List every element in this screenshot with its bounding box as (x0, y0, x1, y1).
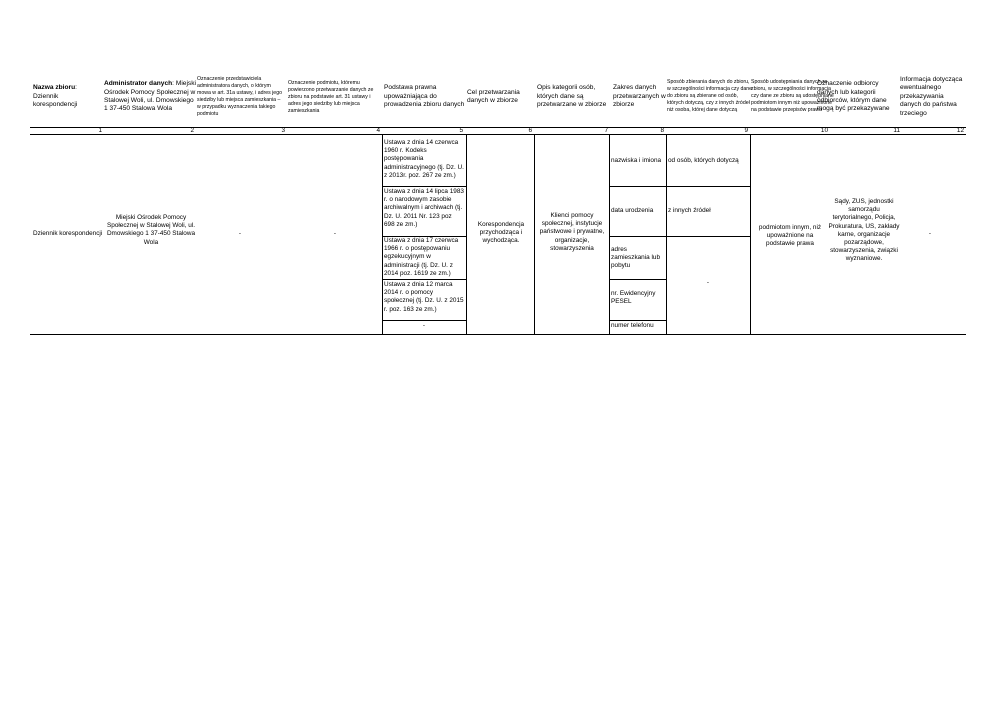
data-scope-item: numer telefonu (611, 322, 654, 329)
header-administrator (104, 72, 196, 122)
grid-line (609, 320, 666, 321)
data-scope-item: data urodzenia (611, 207, 654, 214)
third-country-cell: - (928, 230, 932, 237)
collection-item: od osób, których dotyczą (668, 157, 739, 164)
grid-line (666, 186, 750, 187)
header-name-of-set (33, 82, 103, 112)
administrator-cell: Miejski Ośrodek Pomocy Społecznej w Stalowej Woli, ul. Dmowskiego 1 37-450 Stalowa Wola (106, 214, 196, 246)
collection-item: z innych źródeł (668, 207, 711, 214)
column-number: 3 (281, 127, 285, 134)
grid-line (382, 134, 383, 334)
legal-basis-item: Ustawa z dnia 17 czerwca 1966 r. o postępowaniu egzekucyjnym w administracji (tj. Dz. U. z 2014 poz. 1619 ze zm.) (384, 237, 459, 277)
column-number: 10 (820, 127, 828, 134)
legal-basis-item: Ustawa z dnia 14 lipca 1983 r. o narodowym zasobie archiwalnym i archiwach (tj. Dz. U. 2011 Nr. 123 poz 698 ze zm.) (384, 188, 464, 228)
column-number: 1 (98, 127, 102, 134)
column-number: 7 (604, 127, 608, 134)
header-legal-basis: Podstawa prawna upoważniająca do prowadzenia zbioru danych (384, 84, 465, 109)
header-processor: Oznaczenie podmiotu, któremu powierzono przetwarzanie danych ze zbioru na podstawie art. 31 ustawy i adres jego siedziby lub miejsca zamieszkania (288, 79, 374, 114)
header-data-scope: Zakres danych przetwarzanych w zbiorze (613, 84, 666, 109)
grid-line (382, 320, 466, 321)
column-number: 12 (956, 127, 964, 134)
legal-basis-item: - (422, 322, 426, 329)
data-scope-item: adres zamieszkania lub pobytu (611, 246, 661, 270)
header-person-categories: Opis kategorii osób, których dane są przetwarzane w zbiorze (537, 84, 607, 109)
header-label-rest: : Dziennik korespondencji (33, 84, 78, 109)
processor-cell: - (333, 230, 337, 237)
header-purpose: Cel przetwarzania danych w zbiorze (467, 88, 520, 104)
person-categories-cell: Klienci pomocy społecznej, instytucje państwowe i prywatne, organizacje, stowarzyszenia (539, 212, 605, 252)
column-number: 4 (376, 127, 380, 134)
header-third-country: Informacja dotycząca ewentualnego przekazywania danych do państwa trzeciego (900, 75, 963, 117)
grid-line (382, 279, 466, 280)
grid-line (609, 134, 610, 334)
column-number: 6 (528, 127, 532, 134)
grid-line (666, 236, 750, 237)
header-label-bold: Administrator danych (104, 80, 173, 88)
set-name-cell: Dziennik korespondencji (33, 230, 103, 237)
grid-line (534, 134, 535, 334)
sharing-cell: podmiotom innym, niż upoważnione na podstawie prawa (758, 224, 822, 248)
grid-line (609, 279, 666, 280)
header-sharing-method: Sposób udostępniania danych ze zbioru, w szczególności informacja czy dane ze zbioru są udostępniane podmiotom innym niż upoważnione na podstawie przepisów prawa (751, 78, 834, 113)
recipients-cell: Sądy, ZUS, jednostki samorządu terytorialnego, Policja, Prokuratura, US, zakłady karne, organizacje pozarządowe, stowarzyszenia, związki wyznaniowe. (828, 198, 900, 263)
column-number: 8 (660, 127, 664, 134)
header-label-bold: Nazwa zbioru (33, 84, 76, 92)
legal-basis-item: Ustawa z dnia 12 marca 2014 r. o pomocy społecznej (tj. Dz. U. z 2015 r. poz. 163 ze zm.) (384, 281, 464, 313)
header-representative: Oznaczenie przedstawiciela administratora danych, o którym mowa w art. 31a ustawy, i adres jego siedziby lub miejsca zamieszkania – w przypadku wyznaczenia takiego podmiotu (197, 76, 282, 117)
grid-line (609, 236, 666, 237)
purpose-cell: Korespondencja przychodząca i wychodząca. (477, 221, 525, 245)
header-label-rest: : Miejski Ośrodek Pomocy Społecznej w Stalowej Woli, ul. Dmowskiego 1 37-450 Stalowa Wola (104, 80, 196, 113)
data-scope-item: nazwiska i imiona (611, 157, 662, 164)
grid-line (750, 134, 751, 334)
column-number: 5 (459, 127, 463, 134)
legal-basis-item: Ustawa z dnia 14 czerwca 1960 r. Kodeks postępowania administracyjnego (tj. Dz. U. z 2013r. poz. 267 ze zm.) (384, 139, 464, 179)
representative-cell: - (238, 230, 242, 237)
column-number: 2 (190, 127, 194, 134)
grid-line (30, 334, 966, 335)
column-number: 9 (744, 127, 748, 134)
grid-line (382, 186, 466, 187)
collection-item: - (706, 279, 710, 286)
grid-line (609, 186, 666, 187)
column-number: 11 (893, 127, 900, 134)
grid-line (466, 134, 467, 334)
data-scope-item: nr. Ewidencyjny PESEL (611, 290, 656, 306)
header-recipients: Oznaczenie odbiorcy danych lub kategorii odbiorców, którym dane mogą być przekazywane (817, 80, 890, 113)
header-collection-method: Sposób zbierania danych do zbioru, w szczególności informacja czy dane do zbioru są zbierane od osób, których dotyczą, czy z innych źródeł niż osoba, której dane dotyczą (667, 78, 753, 113)
